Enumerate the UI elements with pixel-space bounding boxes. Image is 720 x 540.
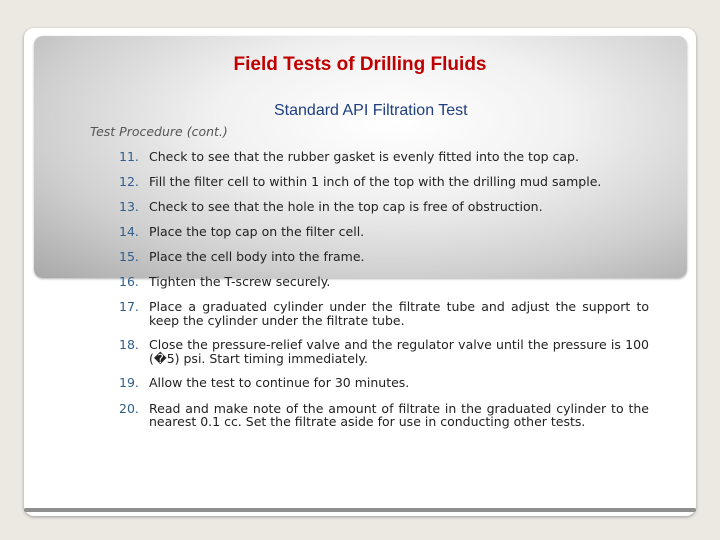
step-text: Check to see that the rubber gasket is evenly fitted into the top cap. xyxy=(149,149,579,164)
step-number: 16. xyxy=(119,273,139,289)
list-item xyxy=(119,376,649,390)
step-number: 19. xyxy=(119,375,139,390)
section-heading: Test Procedure (cont.) xyxy=(90,124,228,139)
step-text: Place the cell body into the frame. xyxy=(149,249,365,264)
list-item xyxy=(119,200,649,214)
step-text: Allow the test to continue for 30 minutes. xyxy=(149,375,410,390)
bottom-divider xyxy=(24,508,696,512)
step-number: 11. xyxy=(119,149,139,164)
list-item xyxy=(119,275,649,289)
step-number: 13. xyxy=(119,199,139,214)
list-item xyxy=(119,175,649,189)
step-number: 18. xyxy=(119,337,139,352)
list-item xyxy=(119,338,649,365)
step-number: 20. xyxy=(119,400,139,416)
list-item xyxy=(119,150,649,164)
step-text: Read and make note of the amount of filtrate in the graduated cylinder to the nearest 0.1 cc. Set the filtrate aside for use in conducting other tests. xyxy=(149,400,649,429)
step-number: 15. xyxy=(119,249,139,264)
procedure-list xyxy=(119,150,649,429)
slide-subtitle: Standard API Filtration Test xyxy=(274,102,468,119)
list-item xyxy=(119,300,649,327)
list-item xyxy=(119,225,649,239)
step-number: 17. xyxy=(119,299,139,314)
slide-title: Field Tests of Drilling Fluids xyxy=(233,54,487,75)
step-number: 12. xyxy=(119,173,139,189)
list-item xyxy=(119,402,649,429)
step-text: Fill the filter cell to within 1 inch of the top with the drilling mud sample. xyxy=(149,173,602,189)
list-item xyxy=(119,250,649,264)
step-text: Tighten the T-screw securely. xyxy=(149,273,331,289)
step-text: Check to see that the hole in the top cap is free of obstruction. xyxy=(149,199,543,214)
step-text: Place a graduated cylinder under the filtrate tube and adjust the support to keep the cylinder under the filtrate tube. xyxy=(149,299,649,328)
step-text: Close the pressure-relief valve and the regulator valve until the pressure is 100 (�5) psi. Start timing immediately. xyxy=(149,337,649,366)
step-text: Place the top cap on the filter cell. xyxy=(149,223,365,239)
step-number: 14. xyxy=(119,223,139,239)
